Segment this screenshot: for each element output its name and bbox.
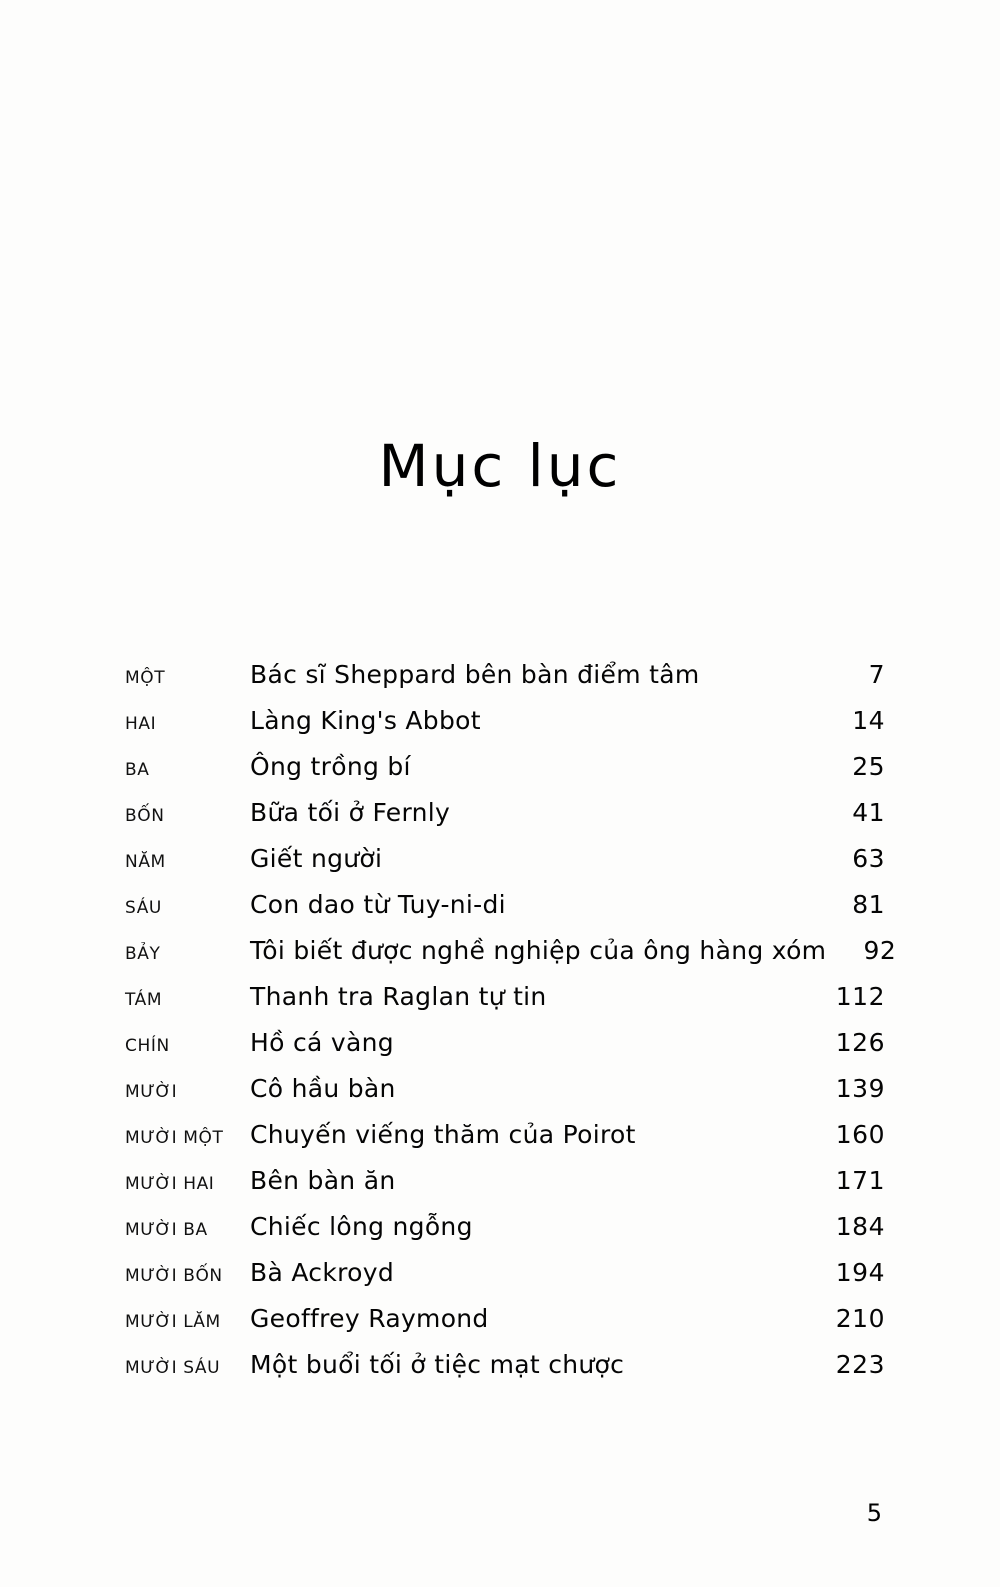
chapter-number: MƯỜI MỘT bbox=[125, 1128, 224, 1148]
chapter-page: 184 bbox=[835, 1212, 885, 1241]
chapter-title: Bữa tối ở Fernly bbox=[250, 798, 451, 827]
chapter-number: HAI bbox=[125, 714, 157, 734]
list-item[interactable] bbox=[125, 1166, 885, 1212]
chapter-page: 194 bbox=[835, 1258, 885, 1287]
chapter-title: Giết người bbox=[250, 844, 383, 873]
chapter-number: MƯỜI BỐN bbox=[125, 1266, 223, 1286]
list-item[interactable] bbox=[125, 1212, 885, 1258]
list-item[interactable] bbox=[125, 844, 885, 890]
chapter-page: 14 bbox=[852, 706, 885, 735]
chapter-title: Làng King's Abbot bbox=[250, 706, 481, 735]
chapter-number: NĂM bbox=[125, 852, 166, 872]
chapter-title: Chuyến viếng thăm của Poirot bbox=[250, 1120, 636, 1149]
chapter-page: 92 bbox=[863, 936, 897, 965]
list-item[interactable] bbox=[125, 706, 885, 752]
chapter-page: 81 bbox=[852, 890, 885, 919]
page-title: Mục lục bbox=[378, 432, 622, 500]
chapter-number: BẢY bbox=[125, 944, 161, 964]
list-item[interactable] bbox=[125, 982, 885, 1028]
chapter-number: SÁU bbox=[125, 898, 162, 918]
list-item[interactable] bbox=[125, 1120, 885, 1166]
chapter-number: BA bbox=[125, 760, 150, 780]
list-item[interactable] bbox=[125, 1028, 885, 1074]
chapter-number: MƯỜI SÁU bbox=[125, 1358, 221, 1378]
list-item[interactable] bbox=[125, 890, 885, 936]
chapter-title: Geoffrey Raymond bbox=[250, 1304, 489, 1333]
chapter-title: Tôi biết được nghề nghiệp của ông hàng xóm bbox=[250, 936, 827, 965]
chapter-number: MƯỜI LĂM bbox=[125, 1312, 221, 1332]
chapter-page: 223 bbox=[835, 1350, 885, 1379]
chapter-page: 171 bbox=[835, 1166, 885, 1195]
chapter-number: MƯỜI bbox=[125, 1082, 178, 1102]
chapter-title: Bên bàn ăn bbox=[250, 1166, 396, 1195]
chapter-title: Cô hầu bàn bbox=[250, 1074, 396, 1103]
chapter-page: 7 bbox=[868, 660, 885, 689]
chapter-title: Hồ cá vàng bbox=[250, 1028, 394, 1057]
chapter-page: 63 bbox=[852, 844, 885, 873]
chapter-title: Bà Ackroyd bbox=[250, 1258, 394, 1287]
list-item[interactable] bbox=[125, 1258, 885, 1304]
chapter-title: Bác sĩ Sheppard bên bàn điểm tâm bbox=[250, 660, 700, 689]
chapter-page: 112 bbox=[835, 982, 885, 1011]
chapter-number: TÁM bbox=[125, 990, 163, 1010]
list-item[interactable] bbox=[125, 1304, 885, 1350]
chapter-title: Chiếc lông ngỗng bbox=[250, 1212, 473, 1241]
chapter-title: Một buổi tối ở tiệc mạt chược bbox=[250, 1350, 625, 1379]
chapter-page: 160 bbox=[835, 1120, 885, 1149]
chapter-number: MƯỜI HAI bbox=[125, 1174, 215, 1194]
chapter-title: Con dao từ Tuy-ni-di bbox=[250, 890, 506, 919]
chapter-page: 126 bbox=[835, 1028, 885, 1057]
chapter-page: 25 bbox=[852, 752, 885, 781]
chapter-number: CHÍN bbox=[125, 1036, 170, 1056]
chapter-title: Thanh tra Raglan tự tin bbox=[250, 982, 547, 1011]
page-folio-number: 5 bbox=[866, 1499, 882, 1527]
list-item[interactable] bbox=[125, 936, 897, 982]
list-item[interactable] bbox=[125, 752, 885, 798]
list-item[interactable] bbox=[125, 660, 885, 706]
chapter-number: MỘT bbox=[125, 668, 166, 688]
list-item[interactable] bbox=[125, 1074, 885, 1120]
chapter-title: Ông trồng bí bbox=[250, 752, 411, 781]
chapter-page: 41 bbox=[852, 798, 885, 827]
chapter-number: BỐN bbox=[125, 806, 165, 826]
list-item[interactable] bbox=[125, 798, 885, 844]
chapter-page: 210 bbox=[835, 1304, 885, 1333]
list-item[interactable] bbox=[125, 1350, 885, 1396]
chapter-number: MƯỜI BA bbox=[125, 1220, 208, 1240]
chapter-page: 139 bbox=[835, 1074, 885, 1103]
table-of-contents bbox=[125, 660, 897, 1396]
